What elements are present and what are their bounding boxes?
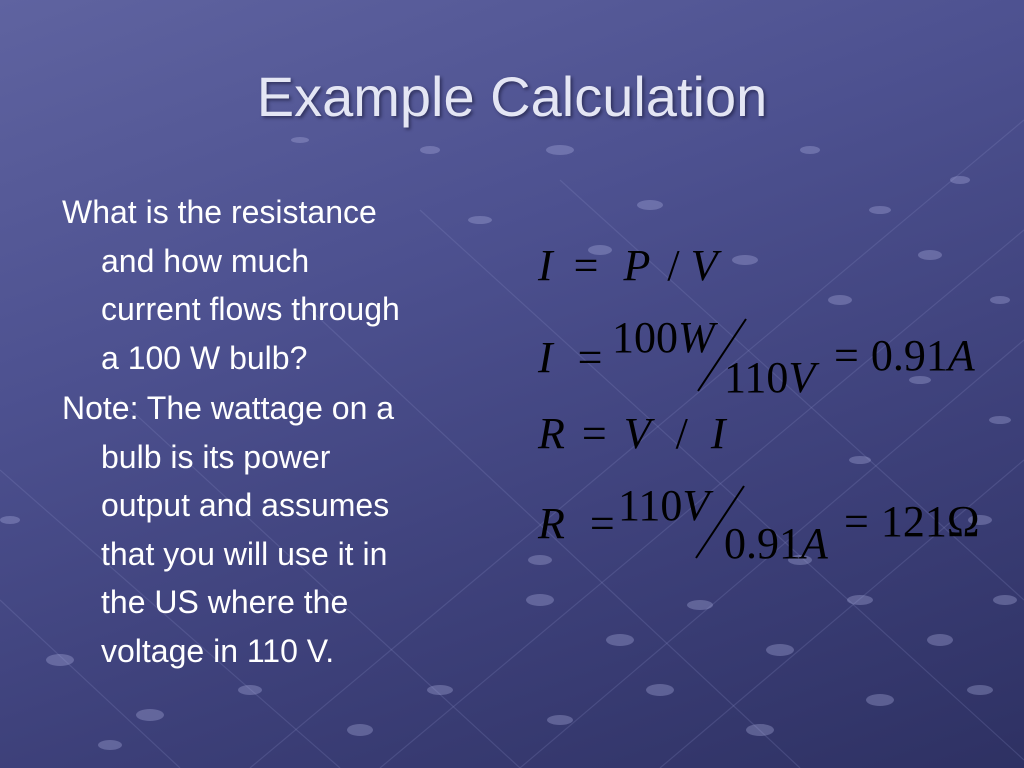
slide-title: Example Calculation	[256, 65, 768, 128]
eq-number: 110	[724, 353, 789, 402]
eq-equals: =	[581, 409, 607, 458]
bullet-line: and how much	[101, 242, 310, 279]
equation-resistance-denominator	[724, 518, 828, 569]
eq-symbol: R	[538, 499, 565, 548]
eq-unit: A	[801, 519, 828, 568]
eq-unit: Ω	[946, 497, 980, 546]
eq-equals: =	[844, 497, 869, 546]
eq-symbol: V	[690, 241, 718, 290]
equation-current-calc-lhs	[538, 332, 602, 383]
eq-number: 100	[612, 313, 678, 362]
equation-current-result	[834, 330, 975, 381]
eq-slash: /	[675, 409, 688, 458]
eq-equals: =	[573, 241, 599, 290]
eq-symbol: P	[623, 241, 651, 290]
eq-number: 110	[618, 481, 683, 530]
eq-slash: /	[667, 241, 680, 290]
eq-number: 0.91	[870, 331, 948, 380]
bullet-note	[62, 384, 492, 675]
bullet-list	[62, 188, 492, 677]
bullet-line: output and assumes	[101, 487, 390, 523]
bullet-line: voltage in 110 V.	[101, 632, 335, 669]
eq-symbol: I	[538, 241, 553, 290]
bullet-line: What is the resistance	[62, 194, 377, 230]
equation-current-formula	[538, 240, 718, 291]
eq-number: 0.91	[724, 519, 801, 568]
bullet-line: Note: The wattage on a	[62, 390, 395, 426]
eq-equals: =	[589, 499, 615, 548]
eq-number: 121	[880, 497, 947, 546]
bullet-line: bulb is its power	[101, 438, 331, 475]
eq-equals: =	[577, 333, 603, 382]
eq-equals: =	[834, 331, 859, 380]
eq-symbol: R	[538, 409, 565, 458]
equation-resistance-result	[844, 496, 980, 547]
bullet-line: that you will use it in	[101, 535, 388, 572]
eq-unit: A	[947, 331, 975, 380]
eq-symbol: I	[710, 409, 726, 458]
equation-resistance-calc-lhs	[538, 498, 615, 549]
bullet-line: the US where the	[101, 584, 349, 620]
eq-symbol: I	[538, 333, 553, 382]
eq-unit: V	[682, 481, 710, 530]
eq-symbol: V	[623, 409, 651, 458]
bullet-question	[62, 188, 492, 382]
bullet-line: a 100 W bulb?	[101, 339, 308, 376]
eq-unit: W	[678, 313, 715, 362]
equation-resistance-formula	[538, 408, 726, 459]
bullet-line: current flows through	[101, 291, 400, 327]
equation-current-denominator	[724, 352, 815, 403]
eq-unit: V	[788, 353, 816, 402]
